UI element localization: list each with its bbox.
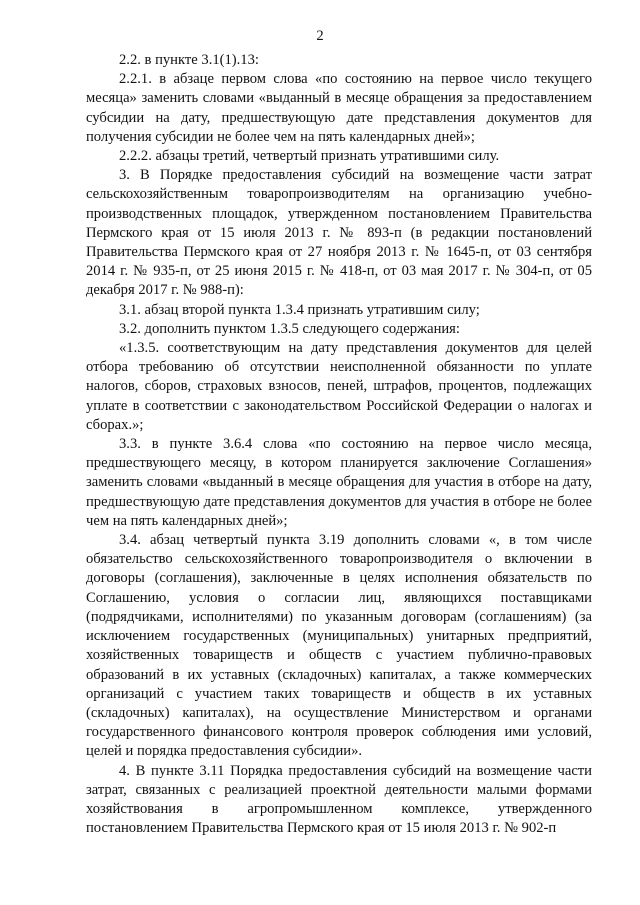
paragraph-2-2-2: 2.2.2. абзацы третий, четвертый признать утратившими силу. (119, 148, 500, 165)
paragraph-3-1: 3.1. абзац второй пункта 1.3.4 признать утратившим силу; (119, 301, 480, 318)
paragraph-3-4: 3.4. абзац четвертый пункта 3.19 дополнить словами «, в том числе обязательство сельскохозяйственного товаропроизводителя о включении в договоры (соглашения), заключенные в целях исполнения обязательств по Соглашению, условия о согласии лиц, являющихся поставщиками (подрядчиками, исполнителями) по указанным договорам (соглашениям) (за исключением государственных (муниципальных) унитарных предприятий, хозяйственных товариществ и обществ с участием публично-правовых образований в их уставных (складочных) капиталах, а также коммерческих организаций с участием таких товариществ и обществ в их уставных (складочных) капиталах), на осуществление Министерством и органами государственного финансового контроля проверок соблюдения ими условий, целей и порядка предоставления субсидии». (86, 532, 592, 760)
paragraph-2-2-1: 2.2.1. в абзаце первом слова «по состоянию на первое число текущего месяца» заменить словами «выданный в месяце обращения за предоставлением субсидии на дату, предшествующую дате представления документов для получения субсидии не более чем на пять календарных дней»; (86, 71, 592, 145)
paragraph-3-2: 3.2. дополнить пунктом 1.3.5 следующего содержания: (119, 320, 460, 337)
page-number: 2 (316, 28, 324, 44)
paragraph-2-2: 2.2. в пункте 3.1(1).13: (119, 52, 259, 68)
paragraph-1-3-5-quote: «1.3.5. соответствующим на дату представления документов для целей отбора требованию об отсутствии неисполненной обязанности по уплате налогов, сборов, страховых взносов, пеней, штрафов, процентов, подлежащих уплате в соответствии с законодательством Российской Федерации о налогах и сборах.»; (86, 340, 592, 433)
paragraph-4: 4. В пункте 3.11 Порядка предоставления субсидий на возмещение части затрат, связанных с реализацией проектной деятельности малыми формами хозяйствования в агропромышленном комплексе, утвержденного постановлением Правительства Пермского края от 15 июля 2013 г. № 902-п (86, 762, 592, 837)
document-body (86, 51, 592, 838)
paragraph-3: 3. В Порядке предоставления субсидий на возмещение части затрат сельскохозяйственным товаропроизводителям на организацию учебно-производственных площадок, утвержденном постановлением Правительства Пермского края от 15 июля 2013 г. № 893-п (в редакции постановлений Правительства Пермского края от 27 ноября 2013 г. № 1645-п, от 03 сентября 2014 г. № 935-п, от 25 июня 2015 г. № 418-п, от 03 мая 2017 г. № 304-п, от 05 декабря 2017 г. № 988-п): (86, 167, 592, 299)
paragraph-3-3: 3.3. в пункте 3.6.4 слова «по состоянию на первое число месяца, предшествующего месяцу, в котором планируется заключение Соглашения» заменить словами «выданный в месяце обращения для участия в отборе на дату, предшествующую дате представления документов для участия в отборе не более чем на пять календарных дней»; (86, 436, 592, 529)
